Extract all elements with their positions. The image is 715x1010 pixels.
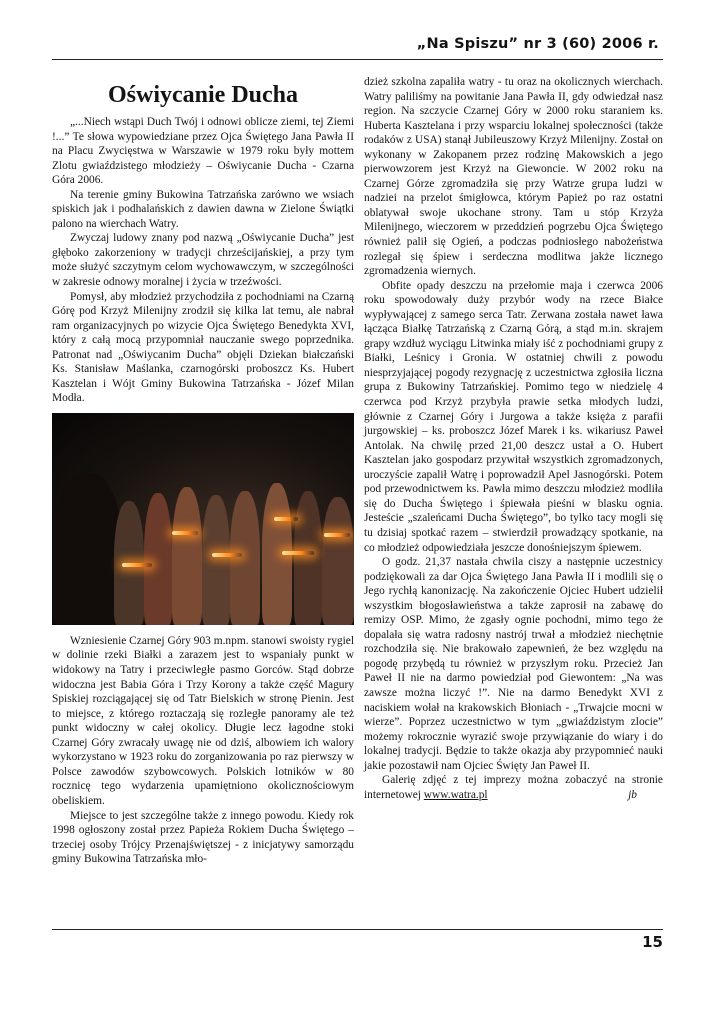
closing-text: Galerię zdjęć z tej imprezy można zobaczyć na stronie internetowej [364, 774, 663, 801]
website-link[interactable]: www.watra.pl [423, 788, 488, 801]
night-torch-gathering-photo [52, 413, 354, 625]
paragraph: Obfite opady deszczu na przełomie maja i czerwca 2006 roku spowodowały duży przybór wody na rzece Białce wypływającej z samego serca Tatr. Zerwana została nawet ława łącząca Białkę Tatrzańską z Czarną Górą, a stąd m.in. skrajem grapy wzdłuż wyciągu Litwinka miały iść z pochodniami grupy z Białki, Leśnicy i Gronia. W ostatniej chwili z powodu niesprzyjającej pogody rezygnację z uczestnictwa zgłosiła liczna grupa z Bukowiny Tatrzańskiej. Pomimo tego w niedzielę 4 czerwca pod Krzyż przybyła prawie setka młodych ludzi, głównie z Czarnej Góry i Jurgowa a także księża z parafii jurgowskiej – ks. proboszcz Józef Marek i ks. wikariusz Paweł Antolak. Na chwilę przed 21,00 deszcz ustał a O. Hubert Kasztelan jako gospodarz przywitał wszystkich zgromadzonych, uroczyście zapalił Watrę i poprowadził Apel Jasnogórski. Potem pod przewodnictwem ks. Pawła mimo deszczu młodzież modliła się do Ducha Świętego i śpiewała pieśni w blasku ognia. Jesteście „szaleńcami Ducha Świętego”, bo tylko tacy mogli się tu dzisiaj spotkać razem – stwierdził prowadzący spotkanie, na co młodzież odpowiedziała jeszcze donośniejszym śpiewem. [364, 279, 663, 554]
paragraph: Miejsce to jest szczególne także z innego powodu. Kiedy rok 1998 ogłoszony został przez Papieża Rokiem Ducha Świętego – trzeciej osoby Trójcy Przenajświętszej - z inicjatywy samorządu gminy Bukowina Tatrzańska mło- [52, 809, 354, 866]
paragraph: Pomysł, aby młodzież przychodziła z pochodniami na Czarną Górę pod Krzyż Milenijny zrodził się kilka lat temu, ale nabrał ram organizacyjnych po wizycie Ojca Świętego Benedykta XVI, który z całą mocą przypomniał nauczanie swego poprzednika. Patronat nad „Oświycanim Ducha” objęli Dziekan białczański Ks. Stanisław Maślanka, czarnogórski proboszcz Ks. Hubert Kasztelan i Wójt Gminy Bukowina Tatrzańska - Józef Milan Modła. [52, 290, 354, 405]
paragraph: dzież szkolna zapaliła watry - tu oraz na okolicznych wierchach. Watry paliliśmy na powitanie Jana Pawła II, gdy odwiedzał nasz region. Na szczycie Czarnej Góry w 2000 roku staraniem ks. Huberta Kasztelana i przy wsparciu lokalnej społeczności (także rodaków z USA) stanął Jubileuszowy Krzyż Milenijny. Został on wykonany w Zakopanem przez rodzinę Makowskich a jego pierwowzorem jest Krzyż na Giewoncie. W 2002 roku na Czarnej Górze zgromadziła się przy Watrze grupa ludzi w nadziei na przelot śmigłowca, którym Papież po raz ostatni oblatywał swoje ukochane strony. Tam u stóp Krzyża Milenijnego, wieczorem w przeddzień pogrzebu Ojca Świętego również palił się Ogień, a podczas podniosłego nabożeństwa rozlegał się śpiew i serdeczna modlitwa jakże licznego zgromadzenia wiernych. [364, 76, 663, 278]
paragraph: „...Niech wstąpi Duch Twój i odnowi oblicze ziemi, tej Ziemi !...” Te słowa wypowiedziane przez Ojca Świętego Jana Pawła II na Placu Zwycięstwa w Warszawie w 1979 roku były mottem Zlotu gwiaździstego młodzieży – Oświycanie Ducha - Czarna Góra 2006. [52, 116, 354, 187]
footer-rule [52, 929, 663, 930]
page-number: 15 [642, 933, 663, 951]
header-rule [52, 59, 663, 60]
paragraph: Zwyczaj ludowy znany pod nazwą „Oświycanie Ducha” jest głęboko zakorzeniony w tradycji chrześcijańskiej, a przy tym może służyć szczytnym celom wychowawczym, w szczególności w zakresie odnowy moralnej i życia w trzeźwości. [52, 232, 354, 289]
closing-paragraph [364, 773, 663, 802]
author-signature: jb [628, 788, 637, 801]
paragraph: Na terenie gminy Bukowina Tatrzańska zarówno we wsiach spiskich jak i podhalańskich z dawien dawna w Zielone Świątki palono na wierchach Watry. [52, 188, 354, 230]
page-header [52, 30, 663, 60]
paragraph: Wzniesienie Czarnej Góry 903 m.npm. stanowi swoisty rygiel w dolinie rzeki Białki a zarazem jest to wspaniały punkt w widokowy na Tatry i przeciwległe pasmo Gorców. Stąd dobrze widoczna jest Babia Góra i Trzy Korony a także część Magury Spiskiej rozciągającej się od Tatr Bielskich w stronę Pienin. Jest to miejsce, z którego roztaczają się rozległe panoramy ale też punkt widoczny w całej okolicy. Długie lecz łagodne stoki Czarnej Góry zwracały uwagę nie od dziś, albowiem ich walory wykorzystano w 1923 roku do zorganizowania po raz pierwszy w Polsce zawodów szybowcowych. Polskich lotników w 80 rocznicę tego wydarzenia upamiętniono okolicznościowym obeliskiem. [52, 634, 354, 807]
right-column [364, 75, 663, 802]
paragraph: O godz. 21,37 nastała chwila ciszy a następnie uczestnicy podziękowali za dar Ojca Świętego Jana Pawła II i modlili się o Jego rychłą kanonizację. Na zakończenie Ojciec Hubert udzielił wszystkim błogosławieństwa a także zaprosił na zabawę do remizy OSP. Mimo, że zgasły ognie pochodni, mimo tego że dopalała się watra radosny nastrój trwał a młodzież niechętnie rozchodziła się. Nie brakowało zapewnień, że bez względu na pogodę przybędą tu również w przyszłym roku. Przecież Jan Paweł II nie na darmo powiedział pod Giewontem: „Na was zawsze można liczyć !”. Nie na darmo Benedykt XVI z naciskiem wołał na krakowskich Błoniach - „Trwajcie mocni w wierze”. Poprzez uczestnictwo w tym „gwiaździstym zlocie” możemy rokrocznie wyrazić swoje przywiązanie do wiary i do lokalnej tradycji. Będzie to także okazja aby przypomnieć nauki jakie pozostawił nam Ojciec Święty Jan Paweł II. [364, 556, 663, 772]
article-title: Oświycanie Ducha [107, 82, 298, 108]
left-column [52, 75, 354, 867]
magazine-issue-header: „Na Spiszu” nr 3 (60) 2006 r. [416, 36, 659, 52]
